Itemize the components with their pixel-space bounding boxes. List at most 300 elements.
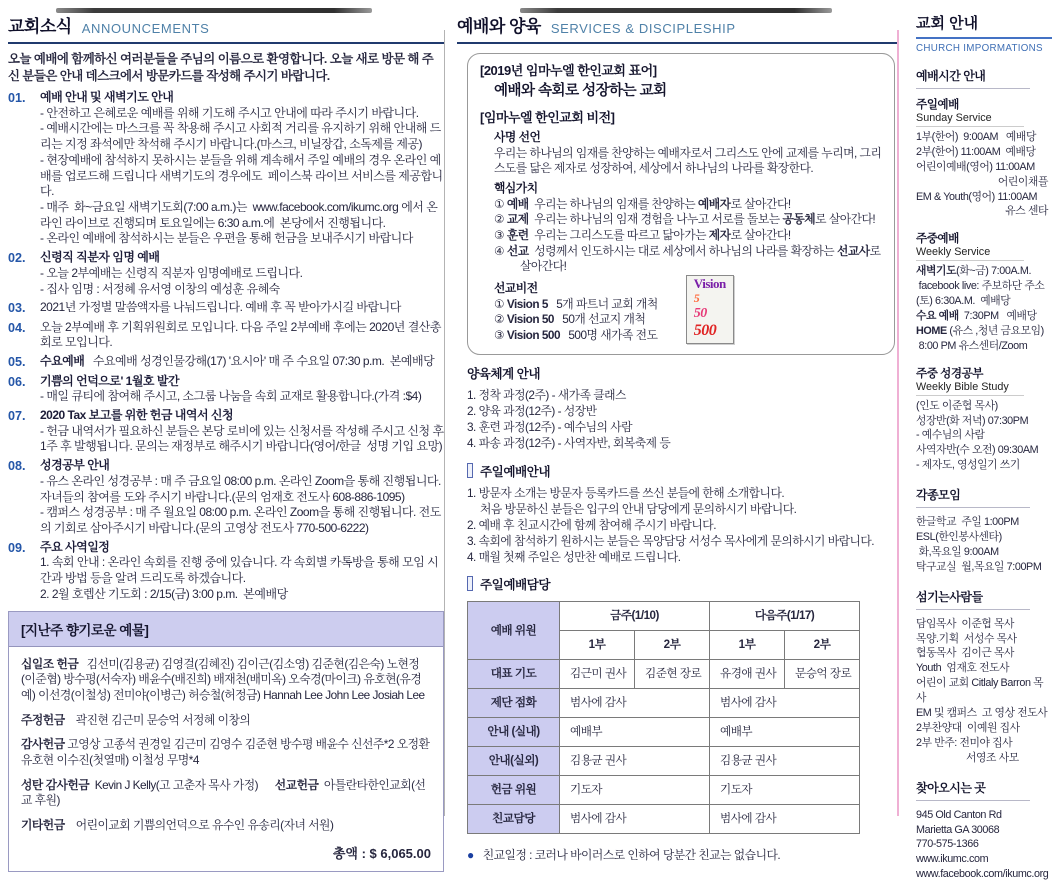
duty-cell: 김근미 권사 bbox=[560, 659, 635, 688]
text: www.ikumc.com bbox=[916, 853, 989, 866]
info-section bbox=[916, 779, 1052, 882]
announcement-title: 기쁨의 언덕으로' 1월호 발간 bbox=[40, 373, 180, 388]
section-bar-icon bbox=[467, 576, 473, 591]
text: 어린이교회 기쁨의언덕으로 유수인 유송리(자녀 서원) bbox=[64, 818, 334, 833]
duty-cell: 기도자 bbox=[560, 775, 710, 804]
announcement-number: 04. bbox=[8, 320, 26, 335]
text: (유스 ,청년 금요모임) bbox=[946, 324, 1044, 337]
text: 아틀란타한인교회(선교 후원) bbox=[21, 777, 426, 808]
announcement-line bbox=[40, 474, 444, 505]
duty-row bbox=[468, 659, 860, 688]
text: 5개 파트너 교회 개척 bbox=[547, 296, 658, 311]
announcement-item bbox=[8, 300, 444, 316]
announcement-number: 03. bbox=[8, 301, 26, 316]
offering-box-title: [지난주 향기로운 예물] bbox=[9, 612, 443, 647]
text: - 온라인 예배에 참석하시는 분들은 우편을 통해 헌금을 보내주시기 바랍니다 bbox=[40, 231, 413, 246]
duty-part-header: 2부 bbox=[635, 630, 710, 659]
text: 한글학교 주일 1:00PM bbox=[916, 516, 1019, 529]
offering-row bbox=[21, 713, 431, 729]
mission-vision-block bbox=[480, 277, 658, 344]
church-info-header-en: CHURCH IMPORMATIONS bbox=[916, 43, 1043, 54]
duty-part-header: 2부 bbox=[785, 630, 860, 659]
announcement-item bbox=[8, 407, 447, 455]
text: 목양.기획 서성수 목사 bbox=[916, 632, 1017, 645]
info-block bbox=[916, 808, 1052, 882]
announcement-line bbox=[40, 282, 444, 298]
announcement-text: 오늘 2부예배 후 기획위원회로 모입니다. 다음 주일 2부예배 후에는 2020년 결산총회로 모입니다. bbox=[40, 319, 441, 350]
text: 770-575-1366 bbox=[916, 838, 979, 851]
info-line bbox=[916, 676, 1052, 706]
mission-vision-line bbox=[494, 297, 658, 313]
info-section bbox=[916, 67, 1052, 473]
info-line bbox=[916, 706, 1052, 721]
info-line bbox=[916, 617, 1052, 632]
text: ESL(한인봉사센타) bbox=[916, 531, 1002, 544]
announcement-line bbox=[40, 505, 444, 536]
text: 4. 파송 과정(12주) - 사역자반, 회복축제 등 bbox=[467, 436, 671, 451]
duty-cell: 범사에 감사 bbox=[710, 688, 860, 717]
duty-cell: 김용균 권사 bbox=[710, 746, 860, 775]
core-values-title: 핵심가치 bbox=[494, 180, 538, 195]
announcement-number: 08. bbox=[8, 459, 26, 474]
text: ① bbox=[494, 296, 507, 311]
bold-text: 선교사 bbox=[836, 243, 870, 258]
offering-box bbox=[8, 611, 444, 872]
info-line bbox=[916, 560, 1052, 575]
duty-cell: 김용균 권사 bbox=[560, 746, 710, 775]
info-block-title: 주중예배 bbox=[916, 232, 959, 246]
text: - 현장예배에 참석하지 못하시는 분들을 위해 계속해서 주일 예배의 경우 온라인 예배를 업로드해 드립니다 새벽기도의 경우에도 페이스북 라이브 서비스를 제공합니다. bbox=[40, 152, 443, 199]
section-bar-icon bbox=[467, 463, 473, 478]
announcement-line bbox=[40, 266, 444, 282]
core-values-list bbox=[480, 197, 882, 275]
text: 2부 반주: 전미야 집사 bbox=[916, 736, 1013, 749]
bold-text: Vision 5 bbox=[506, 296, 548, 311]
text: 처음 방문하신 분들은 입구의 안내 담당에게 문의하시기 바랍니다. bbox=[480, 501, 797, 516]
motto-tag: [2019년 임마누엘 한인교회 표어] bbox=[480, 63, 657, 78]
church-info-header bbox=[916, 12, 1052, 39]
duty-cell: 김준현 장로 bbox=[635, 659, 710, 688]
duty-title: 주일예배담당 bbox=[480, 577, 550, 592]
duty-row-label: 헌금 위원 bbox=[468, 775, 560, 804]
text: 4. 매월 첫째 주일은 성만찬 예배로 드립니다. bbox=[467, 549, 681, 564]
info-line bbox=[916, 515, 1052, 530]
info-line bbox=[916, 309, 1052, 324]
bold-text: 제자 bbox=[708, 227, 731, 242]
announcement-title-line bbox=[40, 250, 444, 266]
text: (화~금) 7:00A.M. bbox=[956, 265, 1032, 278]
bold-text: 성탄 감사헌금 bbox=[21, 777, 90, 792]
text: 협동목사 김이근 목사 bbox=[916, 647, 1015, 660]
announcement-body bbox=[40, 90, 444, 247]
vision-card bbox=[467, 53, 895, 355]
bullet-dot-icon: ● bbox=[467, 847, 474, 862]
bold-text: 교제 bbox=[506, 212, 529, 227]
info-line bbox=[916, 190, 1052, 205]
info-block bbox=[916, 230, 1052, 353]
announcement-title-line bbox=[40, 408, 444, 424]
bold-text: 새벽기도 bbox=[916, 265, 957, 278]
announcement-body bbox=[40, 374, 444, 405]
info-line bbox=[916, 428, 1052, 443]
text: - 예수님의 사람 bbox=[916, 429, 985, 442]
text: 우리는 그리스도를 따르고 닮아가는 bbox=[528, 227, 709, 242]
bold-text: 훈련 bbox=[506, 227, 529, 242]
core-value-line bbox=[494, 212, 882, 228]
info-section bbox=[916, 588, 1052, 766]
text: 3. 속회에 참석하기 원하시는 분들은 목양담당 서성수 목사에게 문의하시기 바랍니다. bbox=[467, 533, 875, 548]
text: EM & Youth(영어) 11:00AM bbox=[916, 190, 1038, 203]
nurture-section bbox=[467, 366, 897, 451]
announcement-number: 09. bbox=[8, 540, 26, 555]
info-line bbox=[916, 130, 1052, 145]
announcement-body bbox=[40, 540, 444, 603]
welcome-intro: 오늘 예배에 함께하신 여러분들을 주님의 이름으로 환영합니다. 오늘 새로 방문 해 주신 분들은 안내 데스크에서 방문카드를 작성해 주시기 바랍니다. bbox=[8, 52, 434, 83]
text: 8:00 PM 유스센터/Zoom bbox=[916, 339, 1028, 352]
duty-row-label: 친교담당 bbox=[468, 804, 560, 833]
text: 2. 예배 후 친교시간에 함께 참여해 주시기 바랍니다. bbox=[467, 517, 716, 532]
info-line bbox=[916, 414, 1052, 429]
duty-cell: 유경애 권사 bbox=[710, 659, 785, 688]
services-header-en: SERVICES & DISCIPLESHIP bbox=[550, 21, 736, 36]
info-line bbox=[916, 823, 1052, 838]
services-header-ko: 예배와 양육 bbox=[457, 17, 541, 36]
announcement-line bbox=[40, 106, 444, 122]
announcement-body bbox=[40, 407, 447, 455]
announcement-line bbox=[40, 423, 447, 455]
bold-text: 예배자 bbox=[697, 196, 731, 211]
announcement-item bbox=[8, 458, 444, 537]
duty-cell: 범사에 감사 bbox=[710, 804, 860, 833]
duty-row-label: 안내(실외) bbox=[468, 746, 560, 775]
info-block bbox=[916, 365, 1052, 473]
offering-row bbox=[21, 737, 431, 768]
text: - 집사 임명 : 서정혜 유서영 이창의 예성훈 유혜숙 bbox=[40, 281, 280, 296]
text: - 예배시간에는 마스크를 꼭 착용해 주시고 사회적 거리를 유지하기 위해 안내해 드리는 지정 좌석에만 착석해 주시기 바랍니다.(마스크, 비닐장갑, 소독제를 제공) bbox=[40, 121, 441, 152]
text: - 헌금 내역서가 필요하신 분들은 본당 로비에 있는 신청서를 작성해 주시고 신청 후 1주 후 발행됩니다. 문의는 재정부로 해주시기 바랍니다(영어/한글 성명 기입 요망) bbox=[40, 423, 447, 454]
text: 500명 새가족 전도 bbox=[560, 328, 658, 343]
church-info-column bbox=[916, 12, 1052, 893]
bold-text: 수요 예배 bbox=[916, 310, 959, 323]
announcement-list bbox=[8, 90, 447, 603]
duty-header-row bbox=[468, 601, 860, 630]
sunday-guide-line bbox=[467, 501, 897, 517]
duty-section bbox=[467, 576, 897, 834]
vision-tag: [임마누엘 한인교회 비전] bbox=[480, 109, 615, 125]
bold-text: 주정헌금 bbox=[21, 712, 65, 727]
announcement-body bbox=[40, 300, 444, 316]
text: EM 및 캠퍼스 고 영상 전도사 bbox=[916, 707, 1048, 720]
text: ② bbox=[494, 212, 507, 227]
announcement-title-line bbox=[40, 300, 444, 316]
duty-week-header: 다음주(1/17) bbox=[710, 601, 860, 630]
info-line bbox=[916, 632, 1052, 647]
announcement-line bbox=[40, 200, 444, 231]
duty-row-label: 제단 점화 bbox=[468, 688, 560, 717]
announcement-line bbox=[40, 231, 444, 247]
nurture-list bbox=[467, 387, 897, 451]
bold-text: HOME bbox=[916, 324, 947, 337]
info-block bbox=[916, 96, 1052, 219]
info-line bbox=[916, 808, 1052, 823]
announcements-column bbox=[8, 12, 447, 872]
announcement-title-line bbox=[40, 90, 444, 106]
text: 김선미(김용균) 김영걸(김혜진) 김이근(김소영) 김준현(김은숙) 노현정(이준협) 방수평(서숙자) 배윤수(배진희) 배재천(배미옥) 오숙경(마이크) 유호현(유경예) 이선경(이철성) 전미야(이병근) 허승철(허정금) Hannah Lee John Lee Josiah Lee bbox=[21, 656, 425, 702]
duty-row bbox=[468, 688, 860, 717]
duty-title-row bbox=[467, 576, 897, 594]
announcement-item bbox=[8, 540, 444, 603]
right-sections bbox=[916, 67, 1052, 882]
text: 사역자반(수 오전) 09:30AM bbox=[916, 444, 1039, 457]
duty-week-header: 금주(1/10) bbox=[560, 601, 710, 630]
text: 고영상 고종석 권경일 김근미 김영수 김준현 방수평 배윤수 신선주*2 오정환 유호현 이수진(첫열매) 이철성 무명*4 bbox=[21, 737, 433, 767]
text: 2부(한어) 11:00AM 예배당 bbox=[916, 145, 1036, 158]
text: Kevin J Kelly(고 고춘자 목사 가정) bbox=[89, 777, 275, 792]
text: 곽진현 김근미 문승억 서정혜 이창의 bbox=[64, 712, 251, 727]
text: ① bbox=[494, 196, 507, 211]
sunday-guide-title-row bbox=[467, 463, 897, 481]
info-line bbox=[916, 324, 1052, 339]
announcement-line bbox=[40, 121, 444, 152]
bold-text: 공동체 bbox=[782, 212, 816, 227]
text: 어린이채플 bbox=[997, 175, 1048, 188]
announcement-text: 수요예배 성경인물강해(17) '요시아' 매 주 수요일 07:30 p.m. 본예배당 bbox=[84, 354, 435, 369]
vision-word: Vision bbox=[693, 276, 726, 292]
text: 탁구교실 월,목요일 7:00PM bbox=[916, 560, 1042, 573]
info-section-title: 섬기는사람들 bbox=[916, 588, 1030, 610]
info-line bbox=[916, 530, 1052, 545]
info-line bbox=[916, 279, 1052, 294]
sunday-guide-line bbox=[467, 549, 897, 565]
services-column bbox=[457, 12, 897, 863]
nurture-title: 양육체계 안내 bbox=[467, 367, 540, 382]
core-value-line bbox=[494, 197, 882, 213]
info-line bbox=[916, 399, 1052, 414]
announcement-line bbox=[40, 389, 444, 405]
duty-cell: 예배부 bbox=[710, 717, 860, 746]
info-line bbox=[916, 160, 1052, 175]
announcement-body bbox=[40, 354, 444, 370]
text: 성장반(화 저녁) 07:30PM bbox=[916, 414, 1029, 427]
announcement-item bbox=[8, 90, 444, 247]
core-value-line bbox=[494, 244, 882, 275]
mission-title: 사명 선언 bbox=[494, 129, 541, 144]
announcement-number: 01. bbox=[8, 91, 26, 105]
announcement-title: 신령직 직분자 임명 예배 bbox=[40, 250, 160, 265]
bold-text: Vision 500 bbox=[506, 328, 561, 343]
motto-text: 예배와 속회로 성장하는 교회 bbox=[494, 83, 667, 100]
mission-vision-line bbox=[494, 328, 658, 344]
mission-vision-list bbox=[480, 297, 658, 344]
text: - 매일 큐티에 참여해 주시고, 소그룹 나눔을 속회 교재로 활용합니다.(가격 :$4) bbox=[40, 389, 422, 404]
announcement-number: 07. bbox=[8, 408, 26, 423]
duty-cell: 문승억 장로 bbox=[785, 659, 860, 688]
text: - 매주 화~금요일 새벽기도회(7:00 a.m.)는 www.facebook.com/ikumc.org 에서 온라인 라이브로 진행되며 토요일에는 6:30 a.m.에 본당에서 진행됩니다. bbox=[40, 200, 438, 230]
duty-row-label: 안내 (실내) bbox=[468, 717, 560, 746]
duty-row-label: 대표 기도 bbox=[468, 659, 560, 688]
text: 유스 센타 bbox=[1005, 205, 1048, 218]
sunday-guide-line bbox=[467, 517, 897, 533]
nurture-line bbox=[467, 387, 897, 403]
text: facebook live: 주보하단 주소 bbox=[916, 280, 1045, 293]
info-line bbox=[916, 751, 1052, 766]
text: (인도 이준협 목사) bbox=[916, 399, 998, 412]
text: 1부(한어) 9:00AM 예배당 bbox=[916, 131, 1036, 143]
text: 어린이예배(영어) 11:00AM bbox=[916, 160, 1035, 173]
text: 우리는 하나님의 임재 경험을 나누고 서로를 돌보는 bbox=[528, 212, 783, 227]
announcements-header-en: ANNOUNCEMENTS bbox=[81, 21, 210, 36]
info-block bbox=[916, 617, 1052, 766]
bold-text: 예배 bbox=[506, 196, 529, 211]
duty-cell: 기도자 bbox=[710, 775, 860, 804]
text: Youth 엄재호 전도사 bbox=[916, 662, 1010, 675]
text: 로 살아간다! bbox=[815, 212, 876, 227]
vision-number-50: 50 bbox=[693, 305, 707, 321]
text: 945 Old Canton Rd bbox=[916, 808, 1002, 821]
vision-5-50-500-graphic bbox=[686, 275, 734, 344]
info-block-subtitle: Weekly Bible Study bbox=[916, 381, 1024, 396]
offering-rows bbox=[9, 647, 443, 834]
duty-part-header: 1부 bbox=[710, 630, 785, 659]
info-line bbox=[916, 646, 1052, 661]
sunday-guide-line bbox=[467, 533, 897, 549]
announcement-item bbox=[8, 354, 444, 370]
announcement-line bbox=[40, 587, 444, 603]
text: - 안전하고 은혜로운 예배를 위해 기도해 주시고 안내에 따라 주시기 바랍니다. bbox=[40, 105, 419, 120]
announcement-title-line bbox=[40, 540, 444, 556]
mission-vision-title: 선교비전 bbox=[494, 281, 538, 296]
sunday-guide-list bbox=[467, 485, 897, 565]
info-line bbox=[916, 294, 1052, 309]
announcement-number: 02. bbox=[8, 251, 26, 266]
info-line bbox=[916, 837, 1052, 852]
sunday-guide-line bbox=[467, 485, 897, 501]
text: 2. 2월 호렙산 기도회 : 2/15(금) 3:00 p.m. 본예배당 bbox=[40, 586, 288, 601]
sunday-guide-title: 주일예배안내 bbox=[480, 464, 550, 479]
nurture-line bbox=[467, 403, 897, 419]
announcement-body bbox=[40, 250, 444, 297]
duty-cell: 범사에 감사 bbox=[560, 688, 710, 717]
info-line bbox=[916, 661, 1052, 676]
text: 담임목사 이준협 목사 bbox=[916, 617, 1015, 630]
text: 2. 양육 과정(12주) - 성장반 bbox=[467, 404, 597, 419]
fellowship-note-text: 친교일정 : 코러나 바이러스로 인하여 당분간 친교는 없습니다. bbox=[482, 847, 781, 862]
info-section bbox=[916, 486, 1052, 575]
announcement-title-line bbox=[40, 374, 444, 390]
announcement-line bbox=[40, 153, 444, 200]
mission-text: 우리는 하나님의 임재를 찬양하는 예배자로서 그리스도 안에 교제를 누리며, 그리스도를 닮은 제자로 성장하여, 세상에서 하나님의 나라를 확장한다. bbox=[494, 145, 882, 176]
info-block-title: 주일예배 bbox=[916, 98, 959, 111]
text: 1. 속회 안내 : 온라인 속회를 진행 중에 있습니다. 각 속회별 카톡방을 통해 모임 시간과 방법 등을 알려 드리도록 하겠습니다. bbox=[40, 555, 439, 586]
info-line bbox=[916, 458, 1052, 473]
bold-text: 감사헌금 bbox=[21, 737, 65, 752]
info-line bbox=[916, 443, 1052, 458]
announcement-line bbox=[40, 555, 444, 586]
announcement-title: 성경공부 안내 bbox=[40, 458, 110, 473]
text: 화,목요일 9:00AM bbox=[916, 545, 999, 558]
info-block-title: 주중 성경공부 bbox=[916, 366, 983, 380]
duty-row bbox=[468, 746, 860, 775]
column-divider-pink bbox=[897, 30, 899, 816]
announcement-text: 2021년 가정별 말씀액자를 나눠드립니다. 예배 후 꼭 받아가시길 바랍니다 bbox=[40, 300, 401, 315]
info-line bbox=[916, 736, 1052, 751]
text: 로 살아간다! bbox=[520, 243, 884, 274]
mission-vision-line bbox=[494, 312, 658, 328]
announcement-item bbox=[8, 250, 444, 297]
text: 3. 훈련 과정(12주) - 예수님의 사람 bbox=[467, 420, 632, 435]
sunday-guide-section bbox=[467, 463, 897, 565]
text: ② bbox=[494, 312, 507, 327]
announcement-title: 예배 안내 및 새벽기도 안내 bbox=[40, 90, 174, 104]
bold-text: Vision 50 bbox=[506, 312, 554, 327]
announcements-header-ko: 교회소식 bbox=[8, 17, 72, 36]
text: 로 살아간다! bbox=[730, 227, 791, 242]
info-line bbox=[916, 175, 1052, 190]
duty-cell: 예배부 bbox=[560, 717, 710, 746]
nurture-line bbox=[467, 419, 897, 435]
nurture-line bbox=[467, 435, 897, 451]
info-block-subtitle: Weekly Service bbox=[916, 246, 1024, 261]
announcement-body bbox=[40, 320, 444, 351]
text: 로 살아간다! bbox=[730, 196, 791, 211]
bold-text: 선교 bbox=[506, 243, 529, 258]
announcement-title: 주요 사역일정 bbox=[40, 539, 110, 554]
vision-number-500: 500 bbox=[693, 321, 717, 339]
info-line bbox=[916, 867, 1052, 882]
info-line bbox=[916, 852, 1052, 867]
bold-text: 십일조 헌금 bbox=[21, 656, 79, 671]
duty-row bbox=[468, 717, 860, 746]
announcements-header bbox=[8, 12, 444, 44]
text: ③ bbox=[494, 227, 507, 242]
announcement-body bbox=[40, 458, 444, 537]
announcement-title-line bbox=[40, 354, 444, 370]
offering-row bbox=[21, 778, 431, 809]
announcement-title-line bbox=[40, 320, 444, 351]
text: 어린이 교회 Citlaly Barron 목사 bbox=[916, 677, 1044, 705]
announcement-title: 수요예배 bbox=[40, 354, 85, 369]
info-line bbox=[916, 264, 1052, 279]
text: www.facebook.com/ikumc.org bbox=[916, 868, 1049, 881]
text: 우리는 하나님의 임재를 찬양하는 bbox=[528, 196, 698, 211]
duty-table bbox=[467, 601, 860, 834]
info-block-subtitle: Sunday Service bbox=[916, 112, 1024, 127]
info-line bbox=[916, 339, 1052, 354]
info-line bbox=[916, 204, 1052, 219]
info-line bbox=[916, 721, 1052, 736]
duty-part-header: 1부 bbox=[560, 630, 635, 659]
text: Marietta GA 30068 bbox=[916, 823, 1000, 836]
duty-cell: 범사에 감사 bbox=[560, 804, 710, 833]
text: 50개 선교지 개척 bbox=[553, 312, 646, 327]
text: 성령께서 인도하시는 대로 세상에서 하나님의 나라를 확장하는 bbox=[528, 243, 837, 258]
text: 2부찬양대 이예원 집사 bbox=[916, 721, 1020, 734]
text: - 유스 온라인 성경공부 : 매 주 금요일 08:00 p.m. 온라인 Zoom을 통해 진행됩니다. 자녀들의 참여를 도와 주시기 바랍니다.(문의 엄재호 전도사 608-886-1095) bbox=[40, 473, 444, 504]
offering-row bbox=[21, 818, 431, 834]
bold-text: 기타헌금 bbox=[21, 818, 65, 833]
offering-total: 총액 : $ 6,065.00 bbox=[332, 845, 431, 861]
core-value-line bbox=[494, 228, 882, 244]
mission-vision-row bbox=[480, 277, 882, 344]
announcement-number: 05. bbox=[8, 355, 26, 370]
announcement-title-line bbox=[40, 458, 444, 474]
text: 7:30PM 예배당 bbox=[958, 310, 1037, 323]
duty-corner-header: 예배 위원 bbox=[468, 601, 560, 659]
duty-row bbox=[468, 804, 860, 833]
text: ④ bbox=[494, 243, 507, 258]
announcement-item bbox=[8, 374, 444, 405]
text: - 오늘 2부예배는 신령직 직분자 임명예배로 드립니다. bbox=[40, 265, 303, 280]
